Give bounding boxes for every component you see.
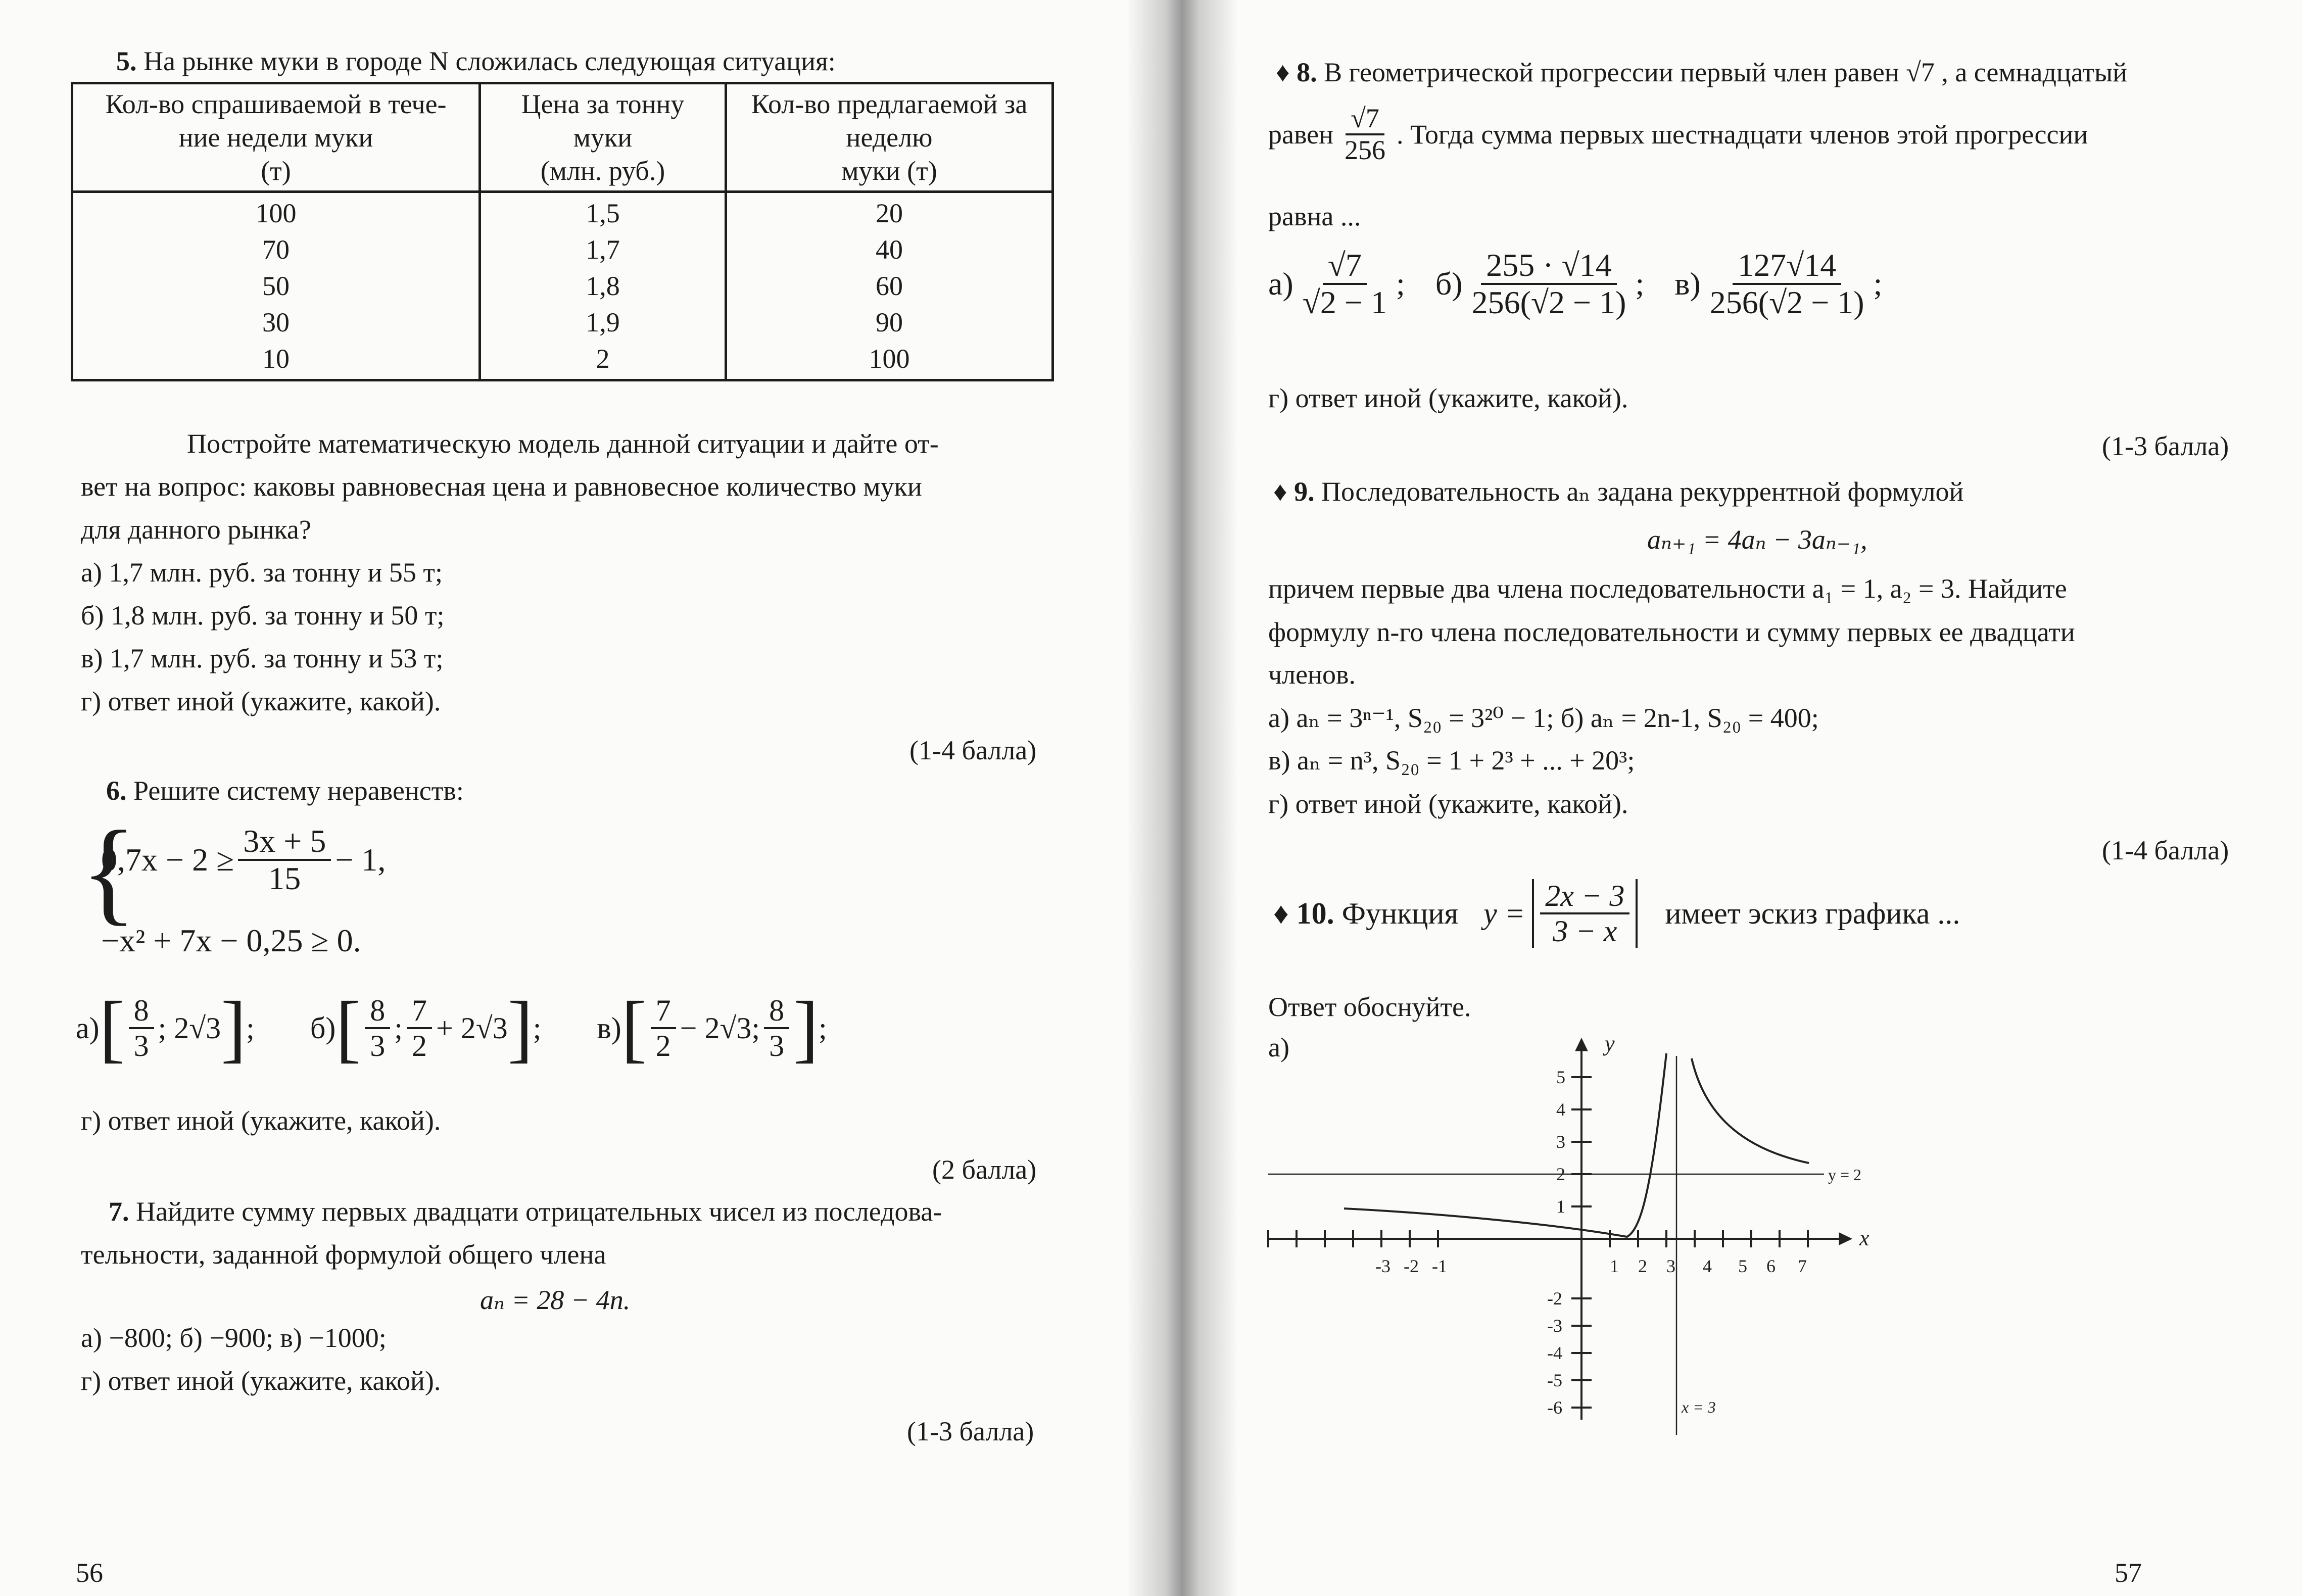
q10-title: Функция [1341, 896, 1459, 930]
q7-options: а) −800; б) −900; в) −1000; [81, 1323, 387, 1353]
q8-option-d: г) ответ иной (укажите, какой). [1268, 383, 1628, 413]
x-tick-label: -1 [1432, 1256, 1447, 1276]
q8-bullet: ♦ [1276, 57, 1290, 87]
q8-option-b-label: б) [1435, 266, 1463, 302]
q10-justify: Ответ обоснуйте. [1268, 992, 1471, 1022]
q5-heading [116, 39, 836, 83]
q6-title: Решите систему неравенств: [133, 776, 464, 806]
q5-option-a: а) 1,7 млн. руб. за тонну и 55 т; [81, 557, 443, 588]
q8-line2: равен $\frac{√7}{256}$ . Тогда сумма первых шестнадцати членов этой прогрессии [1268, 103, 2088, 166]
y-axis-arrow [1575, 1038, 1588, 1051]
x-tick-label: 7 [1798, 1256, 1807, 1276]
q8-number: 8. [1297, 57, 1317, 87]
y-tick-label: -2 [1547, 1288, 1562, 1309]
table-header-demand: Кол-во спрашиваемой в тече- ние недели муки (т) [72, 83, 480, 192]
x-axis-arrow [1839, 1233, 1852, 1245]
y-tick-label: 1 [1556, 1196, 1565, 1217]
q5-table [71, 82, 1054, 381]
q5-option-d: г) ответ иной (укажите, какой). [81, 686, 441, 716]
asymptote-v-label: x = 3 [1682, 1398, 1716, 1416]
table-header-supply: Кол-во предлагаемой за неделю муки (т) [726, 83, 1053, 192]
q9-number: 9. [1294, 476, 1315, 507]
q10-heading: ♦ 10. Функция y = $\frac{2x - 3}{3 - x}$ имеет эскиз графика ... [1273, 879, 1960, 948]
q5-title: На рынке муки в городе N сложилась следующая ситуация: [143, 46, 836, 76]
q6-option-b-label: б) [310, 1011, 336, 1045]
q9-option-c: в) aₙ = n³, S₂₀ = 1 + 2³ + ... + 20³; [1268, 745, 1635, 776]
q7-line2: тельности, заданной формулой общего члена [81, 1239, 606, 1270]
y-tick-label: -3 [1547, 1316, 1562, 1336]
q8-option-a-label: а) [1268, 266, 1293, 302]
q8-heading [1276, 51, 2127, 94]
y-tick-label: 4 [1556, 1099, 1565, 1120]
q9-line2: формулу n-го члена последовательности и сумму первых ее двадцати [1268, 617, 2075, 647]
q9-heading: ♦ 9. Последовательность aₙ задана рекуррентной формулой [1273, 476, 1964, 507]
q9-line3: членов. [1268, 659, 1356, 690]
q5-points: (1-4 балла) [909, 735, 1037, 765]
q7-points: (1-3 балла) [907, 1416, 1034, 1446]
q9-points: (1-4 балла) [2102, 835, 2229, 865]
q8-option-c-label: в) [1674, 266, 1701, 302]
q6-inequality-1: 0,7x − 2 ≥ $\frac{3x + 5}{15}$ − 1, [101, 823, 386, 897]
asymptote-h-label: y = 2 [1828, 1166, 1862, 1184]
x-axis-label: x [1859, 1226, 1869, 1250]
table-header-price: Цена за тонну муки (млн. руб.) [480, 83, 726, 192]
q5-option-b: б) 1,8 млн. руб. за тонну и 50 т; [81, 600, 445, 631]
q7-formula: aₙ = 28 − 4n. [480, 1285, 631, 1315]
x-tick-label: 2 [1638, 1256, 1647, 1276]
x-tick-label: 1 [1610, 1256, 1619, 1276]
x-tick-label: 5 [1738, 1256, 1747, 1276]
q7-line1: Найдите сумму первых двадцати отрицательных чисел из последова- [136, 1196, 942, 1227]
q7-heading [109, 1190, 942, 1233]
q9-title: Последовательность aₙ задана рекуррентной формулой [1321, 476, 1964, 507]
y-tick-label: -6 [1547, 1397, 1562, 1418]
q5-text-line: Постройте математическую модель данной ситуации и дайте от- [187, 428, 939, 459]
graph-curve-right [1692, 1058, 1809, 1163]
q9-option-d: г) ответ иной (укажите, какой). [1268, 789, 1628, 819]
y-tick-label: 2 [1556, 1164, 1565, 1184]
x-tick-label: -3 [1375, 1256, 1390, 1276]
table-header-row [72, 83, 1053, 192]
q5-text-line: для данного рынка? [81, 514, 311, 545]
q6-option-c-label: в) [597, 1011, 621, 1045]
q6-number: 6. [106, 776, 127, 806]
q5-text-line: вет на вопрос: каковы равновесная цена и равновесное количество муки [81, 471, 922, 502]
x-tick-label: 4 [1703, 1256, 1712, 1276]
q9-line1: причем первые два члена последовательности a₁ = 1, a₂ = 3. Найдите [1268, 573, 2067, 604]
y-tick-label: 5 [1556, 1067, 1565, 1087]
page-number-right: 57 [2115, 1558, 2142, 1588]
table-cell-demand: 100 70 50 30 10 [72, 192, 480, 380]
q6-option-d: г) ответ иной (укажите, какой). [81, 1105, 441, 1136]
y-tick-label: -5 [1547, 1370, 1562, 1390]
q9-formula: aₙ₊₁ = 4aₙ − 3aₙ₋₁, [1647, 524, 1867, 555]
table-cell-price: 1,5 1,7 1,8 1,9 2 [480, 192, 726, 380]
y-axis-label: y [1605, 1031, 1615, 1056]
q10-number: 10. [1296, 896, 1334, 930]
q10-title-post: имеет эскиз графика ... [1665, 896, 1960, 930]
q9-options-ab: а) aₙ = 3ⁿ⁻¹, S₂₀ = 3²⁰ − 1; б) aₙ = 2n-1, S₂₀ = 400; [1268, 703, 1819, 733]
q6-option-a-label: а) [76, 1011, 100, 1045]
q8-line3: равна ... [1268, 201, 1361, 231]
q6-options: а) [ $\frac{8}{3}$ ; 2√3 ] ; б) [ $\frac{8}{3}$ ; $\frac{7}{2}$ + 2√3 ] ; в) [ $\frac{7}{2}$ − 2√3; $\frac{8}{3}$ ] ; [76, 986, 827, 1070]
q10-option-a-label: а) [1268, 1032, 1289, 1062]
y-tick-label: -4 [1547, 1343, 1562, 1363]
q7-option-d: г) ответ иной (укажите, какой). [81, 1366, 441, 1396]
q6-points: (2 балла) [932, 1154, 1037, 1185]
q10-graph [1263, 1031, 1900, 1445]
system-brace: { [81, 807, 137, 936]
q6-inequality-2: −x² + 7x − 0,25 ≥ 0. [101, 923, 361, 958]
y-tick-label: 3 [1556, 1132, 1565, 1152]
q5-option-c: в) 1,7 млн. руб. за тонну и 53 т; [81, 643, 444, 673]
page-number-left: 56 [76, 1558, 103, 1588]
q8-options: а) $\frac{√7}{√2 - 1}$ ; б) $\frac{255 \cdot √14}{256(√2 - 1)}$ ; в) $\frac{127√14}{256(√2 - 1)}$ ; [1268, 247, 1883, 321]
graph-curve-left [1344, 1053, 1666, 1237]
q5-number: 5. [116, 46, 137, 76]
right-page [1162, 0, 2302, 1596]
table-row [72, 192, 1053, 380]
q6-heading [106, 769, 464, 812]
book-gutter-shadow [1127, 0, 1238, 1596]
q8-points: (1-3 балла) [2102, 431, 2229, 461]
x-tick-label: 3 [1666, 1256, 1675, 1276]
x-tick-label: -2 [1404, 1256, 1419, 1276]
table-cell-supply: 20 40 60 90 100 [726, 192, 1053, 380]
q8-line1: В геометрической прогрессии первый член равен √7 , а семнадцатый [1324, 57, 2128, 87]
q7-number: 7. [109, 1196, 129, 1227]
x-tick-label: 6 [1766, 1256, 1776, 1276]
